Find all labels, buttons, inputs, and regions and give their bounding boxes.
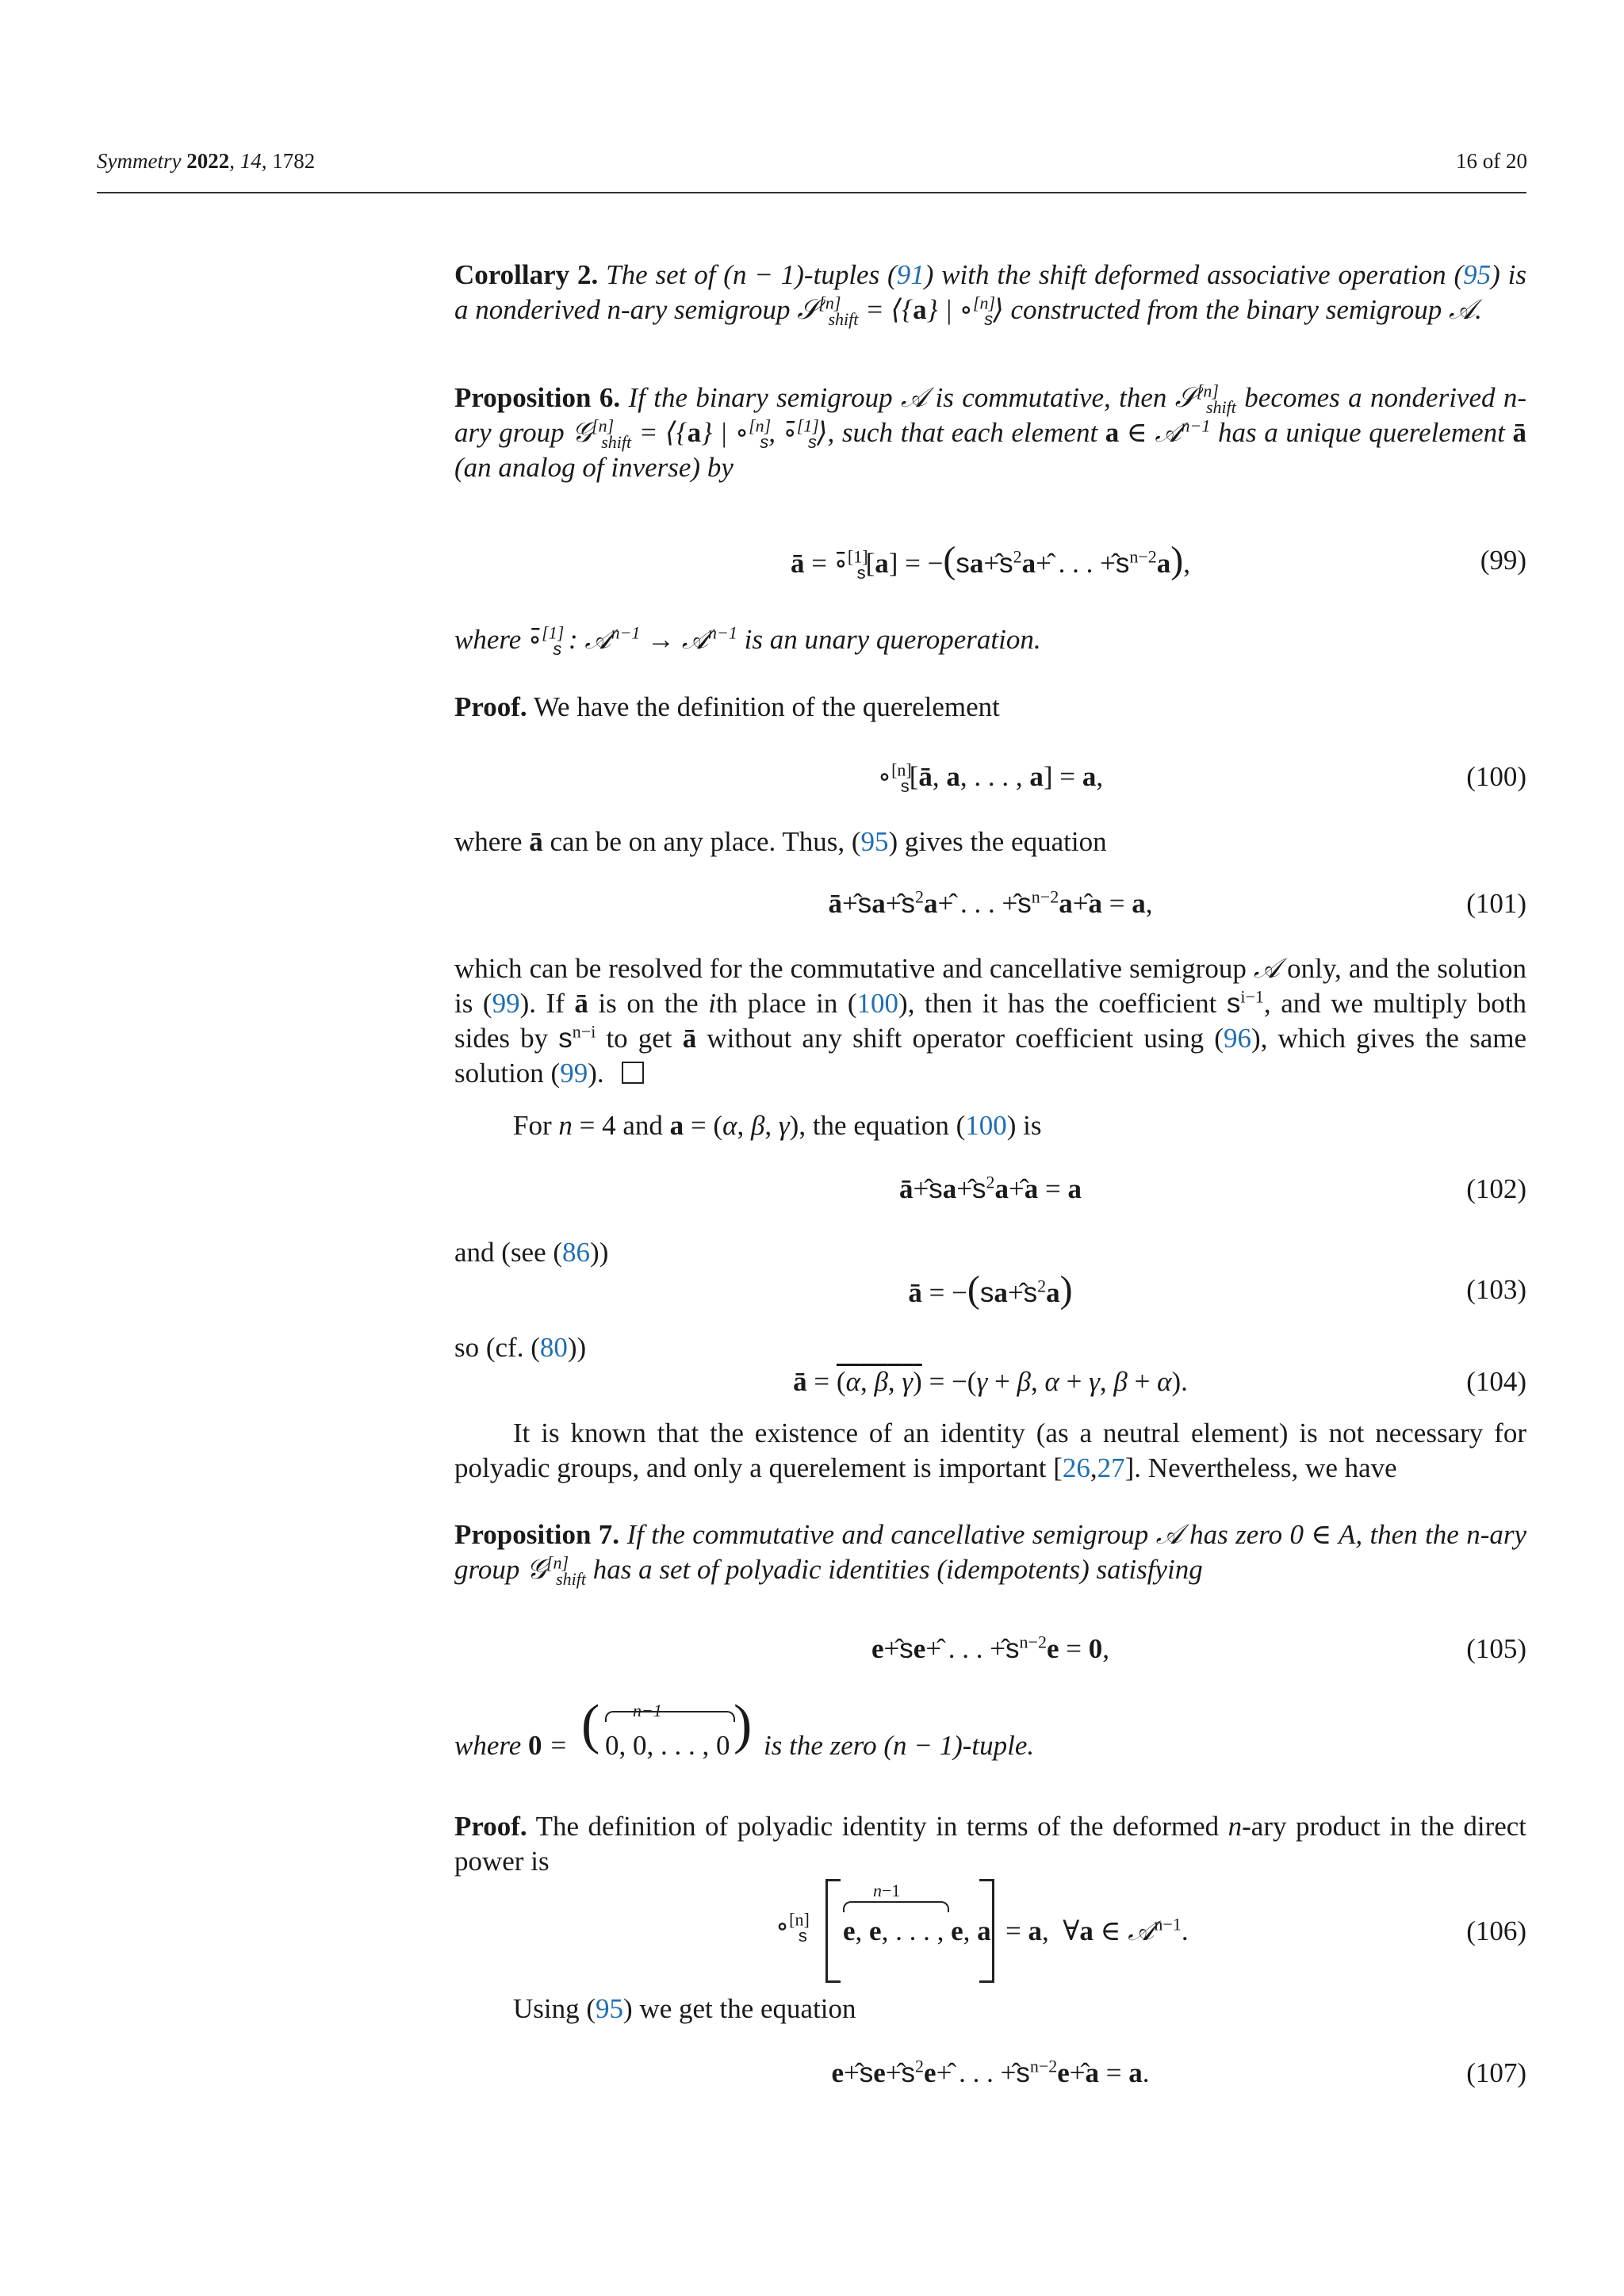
ref-95[interactable]: 95: [860, 826, 889, 857]
equation-105: e+̂se+̂ . . . $+̂s^{n-2}e = 0$, (105): [871, 1632, 1526, 1664]
zero-tuple-definition: where 0 = ( n−1 0, 0, . . . , 0 ) is the zero (n − 1)-tuple.: [454, 1694, 1035, 1761]
proposition-7: Proposition 7. If the commutative and cancellative semigroup 𝒜 has zero 0 ∈ A, then the n-ary group 𝒢[n]$_{shift}$ has a set of polyadic identities (idempotents) satisfying: [454, 1519, 1527, 1589]
proof-1-text-b: which can be resolved for the commutative and cancellative semigroup 𝒜 only, and the solution is (99). If ā is on the ith place in (100), then it has the coefficient $s^{i-1}$, and we multiply both sides by $s^{n-i}$ to get ā without any shift operator coefficient using (96), which gives the same solution (99).: [454, 953, 1527, 1089]
proof-1-text-a: where ā can be on any place. Thus, (95) gives the equation: [454, 826, 1107, 857]
corollary-2: Corollary 2. The set of (n − 1)-tuples (91) with the shift deformed associative operation (95) is a nonderived n-ary semigroup 𝒮[n]$_{shift}$ = ⟨{a} | $\circ[n]_s⟩$ constructed from the binary semigroup 𝒜.: [454, 259, 1527, 329]
using-95: Using (95) we get the equation: [513, 1993, 856, 2024]
and-see: and (see (86)): [454, 1237, 609, 1268]
ref-26[interactable]: 26: [1062, 1452, 1090, 1483]
ref-100[interactable]: 100: [856, 988, 899, 1019]
header-rule: [97, 192, 1526, 193]
equation-103: ā = $-(sa+̂s^2a)$ (103): [908, 1269, 1526, 1311]
proof-1-intro: Proof. We have the definition of the querelement: [454, 691, 1000, 722]
equation-102: $ā+̂sa+̂s^2a+̂a = a$ (102): [899, 1172, 1526, 1204]
running-header-citation: Symmetry 2022, 14, 1782: [97, 149, 316, 173]
equation-101: $ā+̂sa+̂s^2a+̂$ . . . $+̂s^{n-2}a+̂a = a$, (101): [828, 886, 1526, 919]
equation-100: $\circ[n]_s[ā$, a, . . . , a] = a, (100): [877, 760, 1526, 796]
ref-99[interactable]: 99: [560, 1058, 588, 1089]
ref-100[interactable]: 100: [965, 1110, 1007, 1141]
example-n4: For n = 4 and a = (α, β, γ), the equation (100) is: [513, 1110, 1042, 1141]
equation-104: ā = (α, β, γ) = −(γ + β, α + γ, β + α). (104): [793, 1366, 1526, 1397]
known-paragraph: It is known that the existence of an identity (as a neutral element) is not necessary for polyadic groups, and only a querelement is important [26,27]. Nevertheless, we have: [454, 1418, 1526, 1483]
ref-27[interactable]: 27: [1097, 1452, 1125, 1483]
ref-80[interactable]: 80: [539, 1332, 568, 1363]
ref-95[interactable]: 95: [1463, 259, 1492, 290]
ref-86[interactable]: 86: [562, 1237, 591, 1268]
ref-91[interactable]: 91: [896, 259, 925, 290]
equation-106: $\circ[n]_s$ n−1 e, e, . . . , e, a = a, ∀a ∈ 𝒜$^{n-1}$. (106): [454, 1879, 1526, 1982]
equation-99: ā = $\circ̄[1]_s[a]$ = $-(sa+̂s^2a+̂$ . . . $+̂s^{n-2}a$), (99): [791, 539, 1526, 583]
proposition-6: Proposition 6. If the binary semigroup 𝒜 is commutative, then 𝒮[n]$_{shift}$ becomes a nonderived n-ary group 𝒢[n]$_{shift}$ = ⟨{a} | $\circ[n]_s$, $\circ̄[1]_s⟩$, such that each element a ∈ 𝒜$^{n-1}$ has a unique querelement ā (an analog of inverse) by: [454, 381, 1527, 483]
ref-96[interactable]: 96: [1223, 1023, 1251, 1054]
proof-2-intro: Proof. The definition of polyadic identity in terms of the deformed n-ary product in the direct power is: [454, 1811, 1527, 1877]
equation-107: $e+̂se+̂s^2e+̂$ . . . $+̂s^{n-2}e+̂a = a$. (107): [831, 2056, 1526, 2088]
qed-box: [622, 1062, 644, 1084]
where-unary-queroperation: where $\circ̄[1]_s$ : 𝒜$^{n-1}$ → 𝒜$^{n-1}$ is an unary queroperation.: [454, 622, 1041, 659]
ref-99[interactable]: 99: [492, 988, 520, 1019]
page-number: 16 of 20: [1456, 149, 1527, 173]
ref-95[interactable]: 95: [596, 1993, 624, 2024]
so-cf: so (cf. (80)): [454, 1332, 587, 1363]
